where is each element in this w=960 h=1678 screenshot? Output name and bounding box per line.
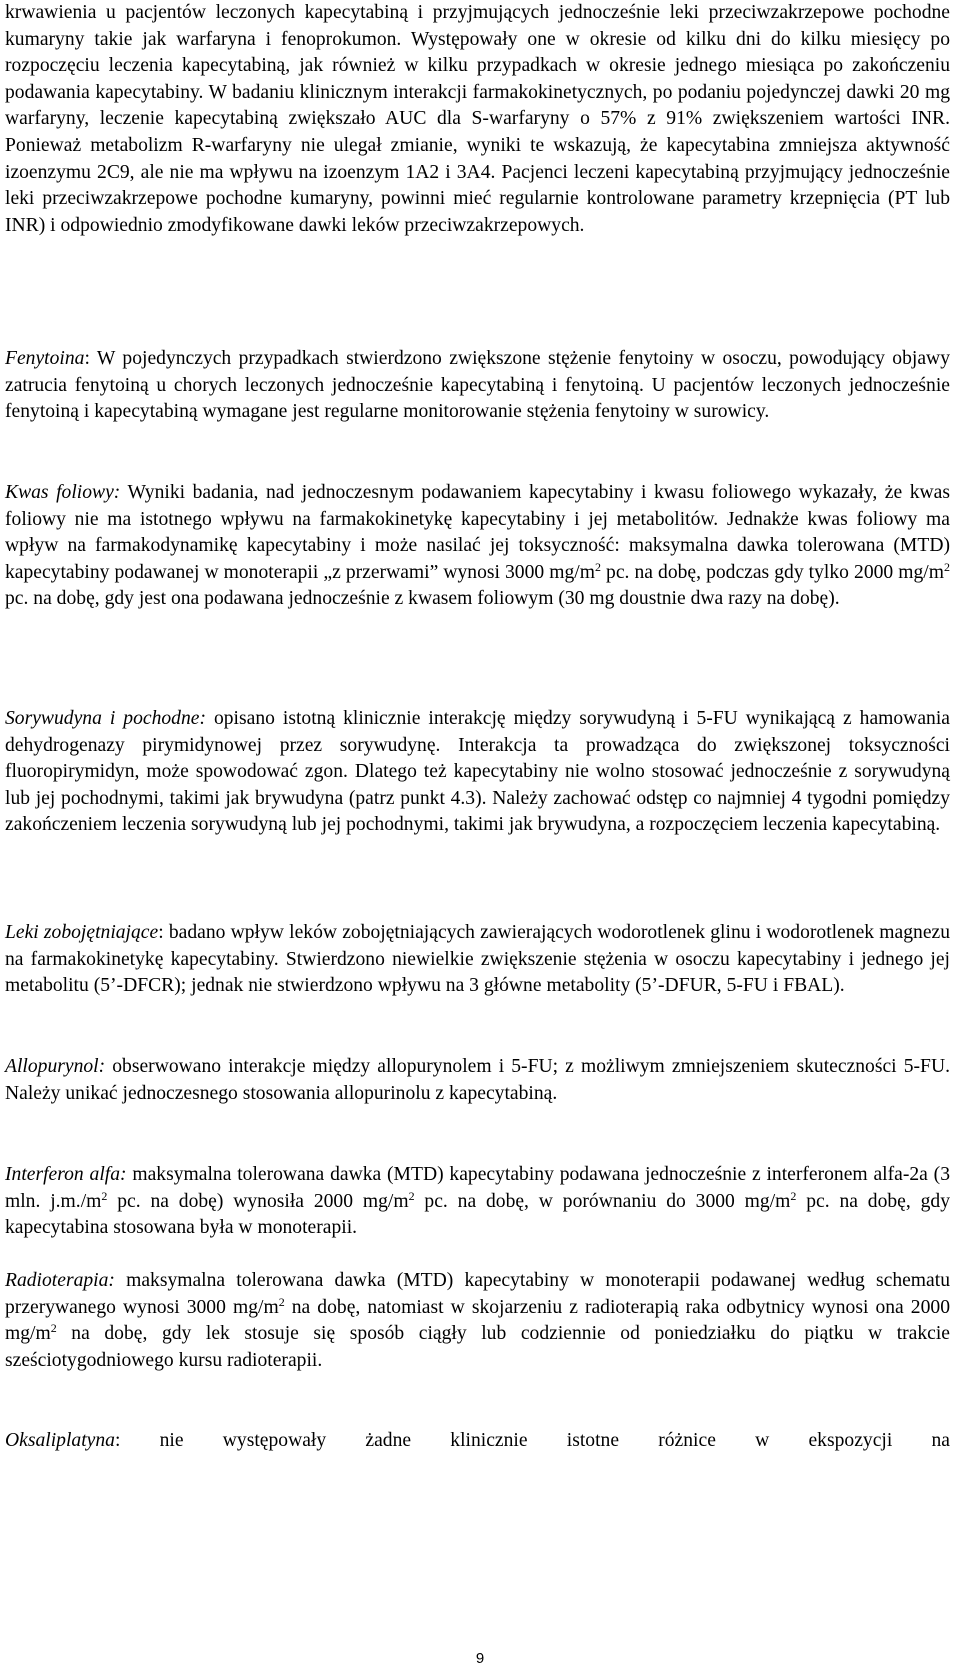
section-term: Kwas foliowy: [5, 482, 121, 503]
paragraph-text: opisano istotną klinicznie interakcję między sorywudyną i 5-FU wynikającą z hamowania dehydrogenazy pirymidynowej przez sorywudynę. Interakcja ta prowadząca do zwiększonej toksyczności fluoropirymidyn, może spowodować zgon. Dlatego też kapecytabiny nie wolno stosować jednocześnie z sorywudyną lub jej pochodnymi, takimi jak brywudyna (patrz punkt 4.3). Należy zachować odstęp co najmniej 4 tygodni pomiędzy zakończeniem leczenia sorywudyną lub jej pochodnymi, takimi jak brywudyna, a rozpoczęciem leczenia kapecytabiną. [5, 708, 950, 836]
paragraph-allopurinol [5, 1054, 950, 1107]
paragraph-text: : W pojedynczych przypadkach stwierdzono zwiększone stężenie fenytoiny w osoczu, powodujący objawy zatrucia fenytoiną u chorych leczonych jednocześnie kapecytabiną i fenytoiną. U pacjentów leczonych jednocześnie fenytoiną i kapecytabiną wymagane jest regularne monitorowanie stężenia fenytoiny w surowicy. [5, 348, 950, 423]
paragraph-text: maksymalna tolerowana dawka (MTD) kapecytabiny w monoterapii podawanej według schematu przerywanego wynosi 3000 mg/m [5, 1270, 950, 1318]
paragraph-text: pc. na dobę, gdy jest ona podawana jednocześnie z kwasem foliowym (30 mg doustnie dwa razy na dobę). [5, 588, 840, 610]
superscript: 2 [278, 1294, 285, 1309]
superscript: 2 [594, 559, 601, 574]
paragraph-text: na dobę, gdy lek stosuje się sposób ciągły lub codziennie od poniedziałku do piątku w trakcie sześciotygodniowego kursu radioterapii. [5, 1323, 950, 1371]
section-term: Interferon alfa: [5, 1164, 127, 1185]
superscript: 2 [408, 1188, 415, 1203]
section-term: Allopurynol: [5, 1056, 106, 1077]
paragraph-radiotherapy [5, 1268, 950, 1374]
section-term: Oksaliplatyna [5, 1430, 115, 1451]
paragraph-text: maksymalna tolerowana dawka (MTD) kapecytabiny podawana jednocześnie z interferonem alfa-2a (3 mln. j.m./m [5, 1164, 950, 1212]
paragraph-folic-acid [5, 480, 950, 613]
paragraph-text: na dobę, natomiast w skojarzeniu z radioterapią raka odbytnicy wynosi ona 2000 mg/m [5, 1296, 950, 1345]
paragraph-text: pc. na dobę, w porównaniu do 3000 mg/m [414, 1190, 791, 1212]
page-number: 9 [475, 1650, 485, 1667]
paragraph-text: pc. na dobę, gdy kapecytabina stosowana była w monoterapii. [5, 1190, 950, 1239]
paragraph-text: Wyniki badania, nad jednoczesnym podawaniem kapecytabiny i kwasu foliowego wykazały, że kwas foliowy nie ma istotnego wpływu na farmakokinetykę kapecytabiny i jej metabolitów. Jednakże kwas foliowy ma wpływ na farmakodynamikę kapecytabiny i może nasilać jej toksyczność: maksymalna dawka tolerowana (MTD) kapecytabiny podawanej w monoterapii „z przerwami” wynosi 3000 mg/m [5, 482, 950, 583]
paragraph-phenytoin [5, 346, 950, 426]
paragraph-text: : badano wpływ leków zobojętniających zawierających wodorotlenek glinu i wodorotlenek magnezu na farmakokinetykę kapecytabiny. Stwierdzono niewielkie zwiększenie stężenia w osoczu kapecytabiny i jednego jej metabolitu (5’-DFCR); jednak nie stwierdzono wpływu na 3 główne metabolity (5’-DFUR, 5-FU i FBAL). [5, 922, 951, 997]
paragraph-sorivudine [5, 706, 950, 839]
section-term: Radioterapia: [5, 1270, 115, 1291]
section-term: Fenytoina [5, 348, 85, 369]
paragraph-text: : nie występowały żadne klinicznie istotne różnice w ekspozycji na [114, 1430, 950, 1451]
section-term: Leki zobojętniające [5, 922, 159, 943]
paragraph-text: pc. na dobę) wynosiła 2000 mg/m [107, 1190, 409, 1212]
paragraph-warfarin [5, 0, 950, 239]
paragraph-text: pc. na dobę, podczas gdy tylko 2000 mg/m [600, 561, 944, 583]
paragraph-oxaliplatin [5, 1428, 950, 1455]
section-term: Sorywudyna i pochodne: [5, 708, 206, 729]
paragraph-text: obserwowano interakcje między allopurynolem i 5-FU; z możliwym zmniejszeniem skuteczności 5-FU. Należy unikać jednoczesnego stosowania allopurinolu z kapecytabiną. [5, 1056, 950, 1104]
paragraph-interferon [5, 1162, 950, 1242]
paragraph-antacids [5, 920, 950, 1000]
superscript: 2 [101, 1188, 108, 1203]
superscript: 2 [50, 1321, 57, 1336]
superscript: 2 [790, 1188, 797, 1203]
superscript: 2 [944, 559, 950, 574]
paragraph-text: krwawienia u pacjentów leczonych kapecytabiną i przyjmujących jednocześnie leki przeciwzakrzepowe pochodne kumaryny takie jak warfaryna i fenoprokumon. Występowały one w okresie od kilku dni do kilku miesięcy po rozpoczęciu leczenia kapecytabiną, jak również w kilku przypadkach w okresie jednego miesiąca po zakończeniu podawania kapecytabiny. W badaniu klinicznym interakcji farmakokinetycznych, po podaniu pojedynczej dawki 20 mg warfaryny, leczenie kapecytabiną zwiększało AUC dla S-warfaryny o 57% z 91% zwiększeniem wartości INR. Ponieważ metabolizm R-warfaryny nie ulegał zmianie, wyniki te wskazują, że kapecytabina zmniejsza aktywność izoenzymu 2C9, ale nie ma wpływu na izoenzym 1A2 i 3A4. Pacjenci leczeni kapecytabiną przyjmujący jednocześnie leki przeciwzakrzepowe pochodne kumaryny, powinni mieć regularnie kontrolowane parametry krzepnięcia (PT lub INR) i odpowiednio zmodyfikowane dawki leków przeciwzakrzepowych. [5, 2, 950, 236]
